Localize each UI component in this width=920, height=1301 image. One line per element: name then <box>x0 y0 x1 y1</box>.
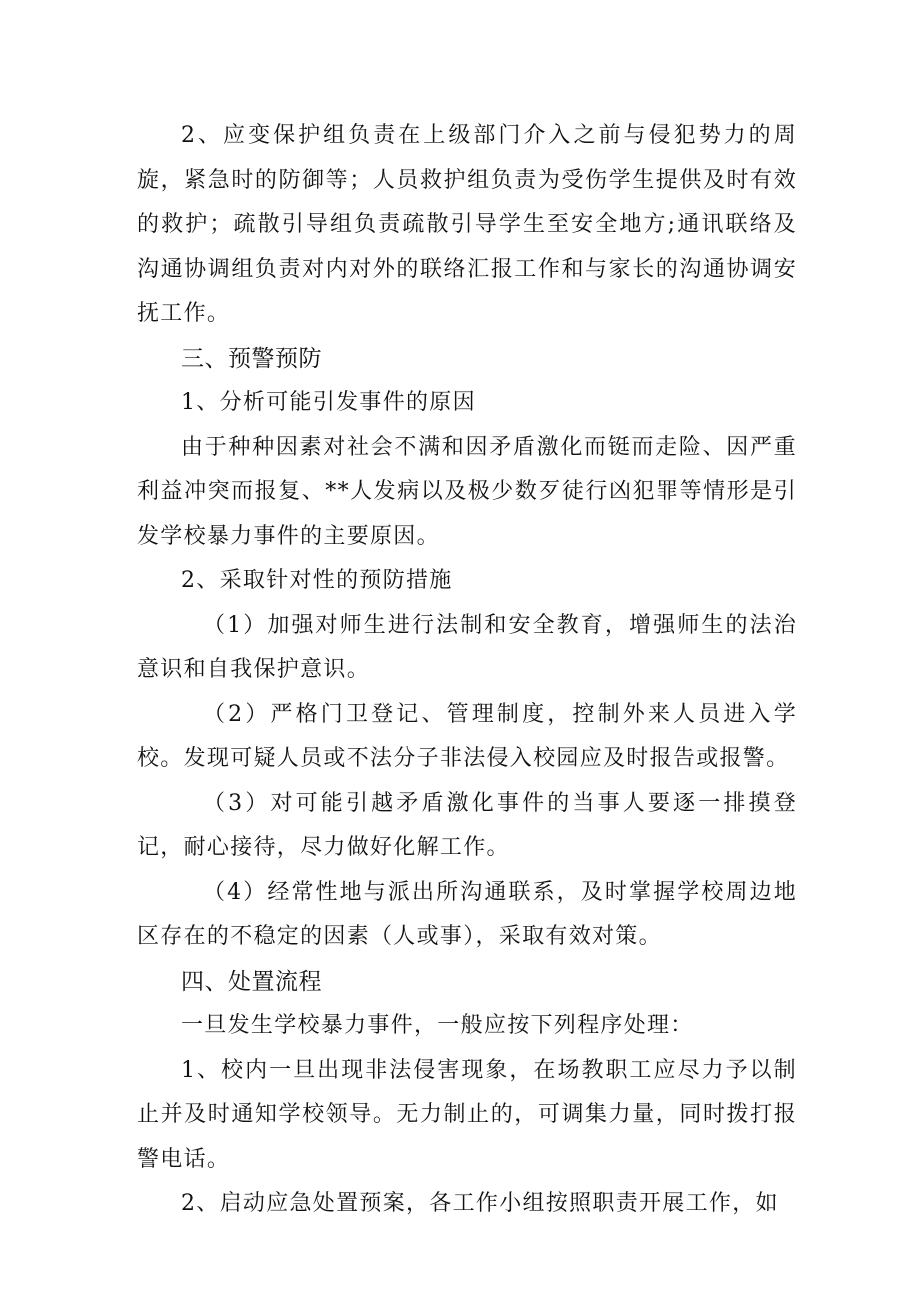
document-body <box>137 114 797 1227</box>
paragraph-procedure-1: 1、校内一旦出现非法侵害现象，在场教职工应尽力予以制止并及时通知学校领导。无力制止的，可调集力量，同时拨打报警电话。 <box>137 1057 797 1172</box>
paragraph-procedure-intro: 一旦发生学校暴力事件，一般应按下列程序处理： <box>181 1013 694 1038</box>
paragraph-cause-analysis-title: 1、分析可能引发事件的原因 <box>181 390 476 415</box>
paragraph-prevention-2: （2）严格门卫登记、管理制度，控制外来人员进入学校。发现可疑人员或不法分子非法侵入校园应及时报告或报警。 <box>137 701 797 771</box>
paragraph-prevention-1: （1）加强对师生进行法制和安全教育，增强师生的法治意识和自我保护意识。 <box>137 612 797 682</box>
section-heading-procedure: 四、处置流程 <box>181 968 322 995</box>
paragraph-cause-analysis: 由于种种因素对社会不满和因矛盾激化而铤而走险、因严重利益冲突而报复、**人发病以及极少数歹徒行凶犯罪等情形是引发学校暴力事件的主要原因。 <box>137 434 797 549</box>
paragraph-duty-groups: 2、应变保护组负责在上级部门介入之前与侵犯势力的周旋，紧急时的防御等；人员救护组负责为受伤学生提供及时有效的救护；疏散引导组负责疏散引导学生至安全地方;通讯联络及沟通协调组负责对内对外的联络汇报工作和与家长的沟通协调安抚工作。 <box>137 123 797 326</box>
paragraph-prevention-3: （3）对可能引越矛盾激化事件的当事人要逐一排摸登记，耐心接待，尽力做好化解工作。 <box>137 790 797 860</box>
paragraph-prevention-4: （4）经常性地与派出所沟通联系，及时掌握学校周边地区存在的不稳定的因素（人或事），采取有效对策。 <box>137 879 797 949</box>
paragraph-prevention-title: 2、采取针对性的预防措施 <box>181 568 453 593</box>
paragraph-procedure-2: 2、启动应急处置预案，各工作小组按照职责开展工作，如 <box>181 1191 779 1216</box>
section-heading-early-warning: 三、预警预防 <box>181 345 322 372</box>
